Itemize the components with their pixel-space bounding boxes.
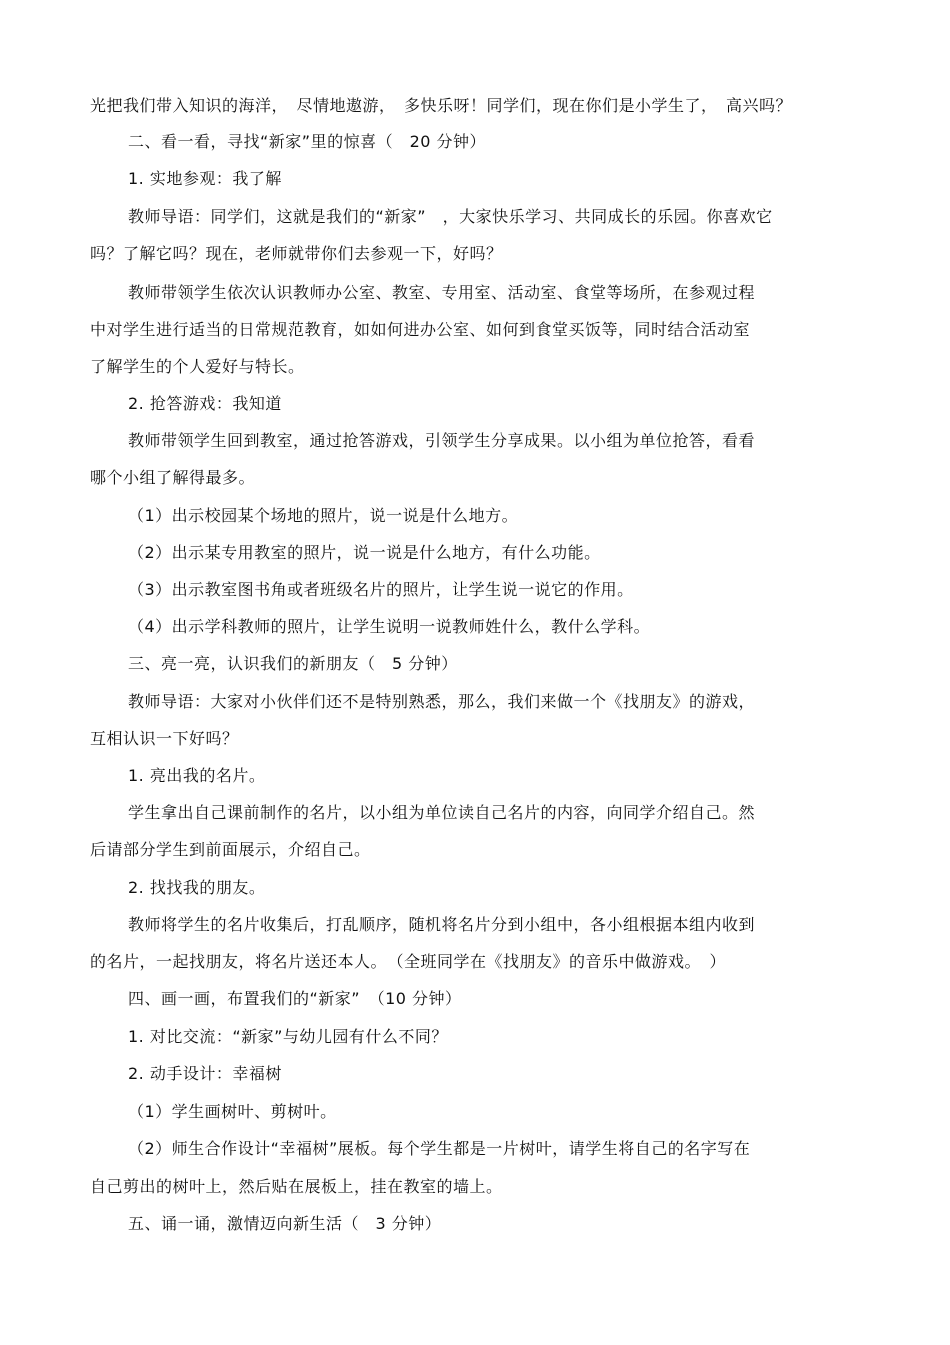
paragraph-line: 教师将学生的名片收集后，打乱顺序，随机将名片分到小组中，各小组根据本组内收到 (128, 915, 756, 934)
subheading-find-friend: 2. 找找我的朋友。 (128, 878, 266, 897)
section-heading-4: 四、画一画，布置我们的“新家” （10 分钟） (128, 989, 462, 1008)
paragraph-line: 教师带领学生回到教室，通过抢答游戏，引领学生分享成果。以小组为单位抢答，看看 (128, 431, 756, 450)
section-heading-2: 二、看一看，寻找“新家”里的惊喜（ 20 分钟） (128, 132, 487, 151)
list-item: （1）出示校园某个场地的照片，说一说是什么地方。 (128, 506, 519, 525)
paragraph-line: 哪个小组了解得最多。 (90, 468, 256, 487)
paragraph-line: 的名片，一起找朋友，将名片送还本人。 （全班同学在《找朋友》的音乐中做游戏。 ） (90, 952, 727, 971)
list-item: （2）师生合作设计“幸福树”展板。每个学生都是一片树叶，请学生将自己的名字写在 (128, 1139, 751, 1158)
subheading-show-card: 1. 亮出我的名片。 (128, 766, 266, 785)
paragraph-line-continuation: 光把我们带入知识的海洋， 尽情地遨游， 多快乐呀！同学们，现在你们是小学生了， 高兴吗？ (90, 96, 793, 115)
list-item: （4）出示学科教师的照片，让学生说明一说教师姓什么，教什么学科。 (128, 617, 651, 636)
list-item: （3）出示教室图书角或者班级名片的照片，让学生说一说它的作用。 (128, 580, 634, 599)
paragraph-line: 自己剪出的树叶上，然后贴在展板上，挂在教室的墙上。 (90, 1177, 503, 1196)
section-heading-5: 五、诵一诵，激情迈向新生活（ 3 分钟） (128, 1214, 442, 1233)
paragraph-line: 学生拿出自己课前制作的名片，以小组为单位读自己名片的内容，向同学介绍自己。然 (128, 803, 756, 822)
subheading-quiz-game: 2. 抢答游戏：我知道 (128, 394, 282, 413)
list-item: （2）出示某专用教室的照片，说一说是什么地方，有什么功能。 (128, 543, 601, 562)
section-heading-3: 三、亮一亮，认识我们的新朋友（ 5 分钟） (128, 654, 458, 673)
subheading-field-visit: 1. 实地参观：我了解 (128, 169, 282, 188)
paragraph-line: 了解学生的个人爱好与特长。 (90, 357, 305, 376)
paragraph-line: 吗？了解它吗？现在，老师就带你们去参观一下，好吗？ (90, 244, 503, 263)
list-item: （1）学生画树叶、剪树叶。 (128, 1102, 337, 1121)
paragraph-line: 中对学生进行适当的日常规范教育，如如何进办公室、如何到食堂买饭等，同时结合活动室 (90, 320, 751, 339)
paragraph-line: 后请部分学生到前面展示，介绍自己。 (90, 840, 371, 859)
paragraph-line: 教师导语：同学们，这就是我们的“新家” ，大家快乐学习、共同成长的乐园。你喜欢它 (128, 207, 773, 226)
subheading-design: 2. 动手设计：幸福树 (128, 1064, 282, 1083)
paragraph-line: 教师导语：大家对小伙伴们还不是特别熟悉，那么，我们来做一个《找朋友》的游戏， (128, 692, 756, 711)
paragraph-line: 教师带领学生依次认识教师办公室、教室、专用室、活动室、食堂等场所，在参观过程 (128, 283, 756, 302)
paragraph-line: 互相认识一下好吗？ (90, 729, 239, 748)
subheading-compare: 1. 对比交流：“新家”与幼儿园有什么不同？ (128, 1027, 448, 1046)
